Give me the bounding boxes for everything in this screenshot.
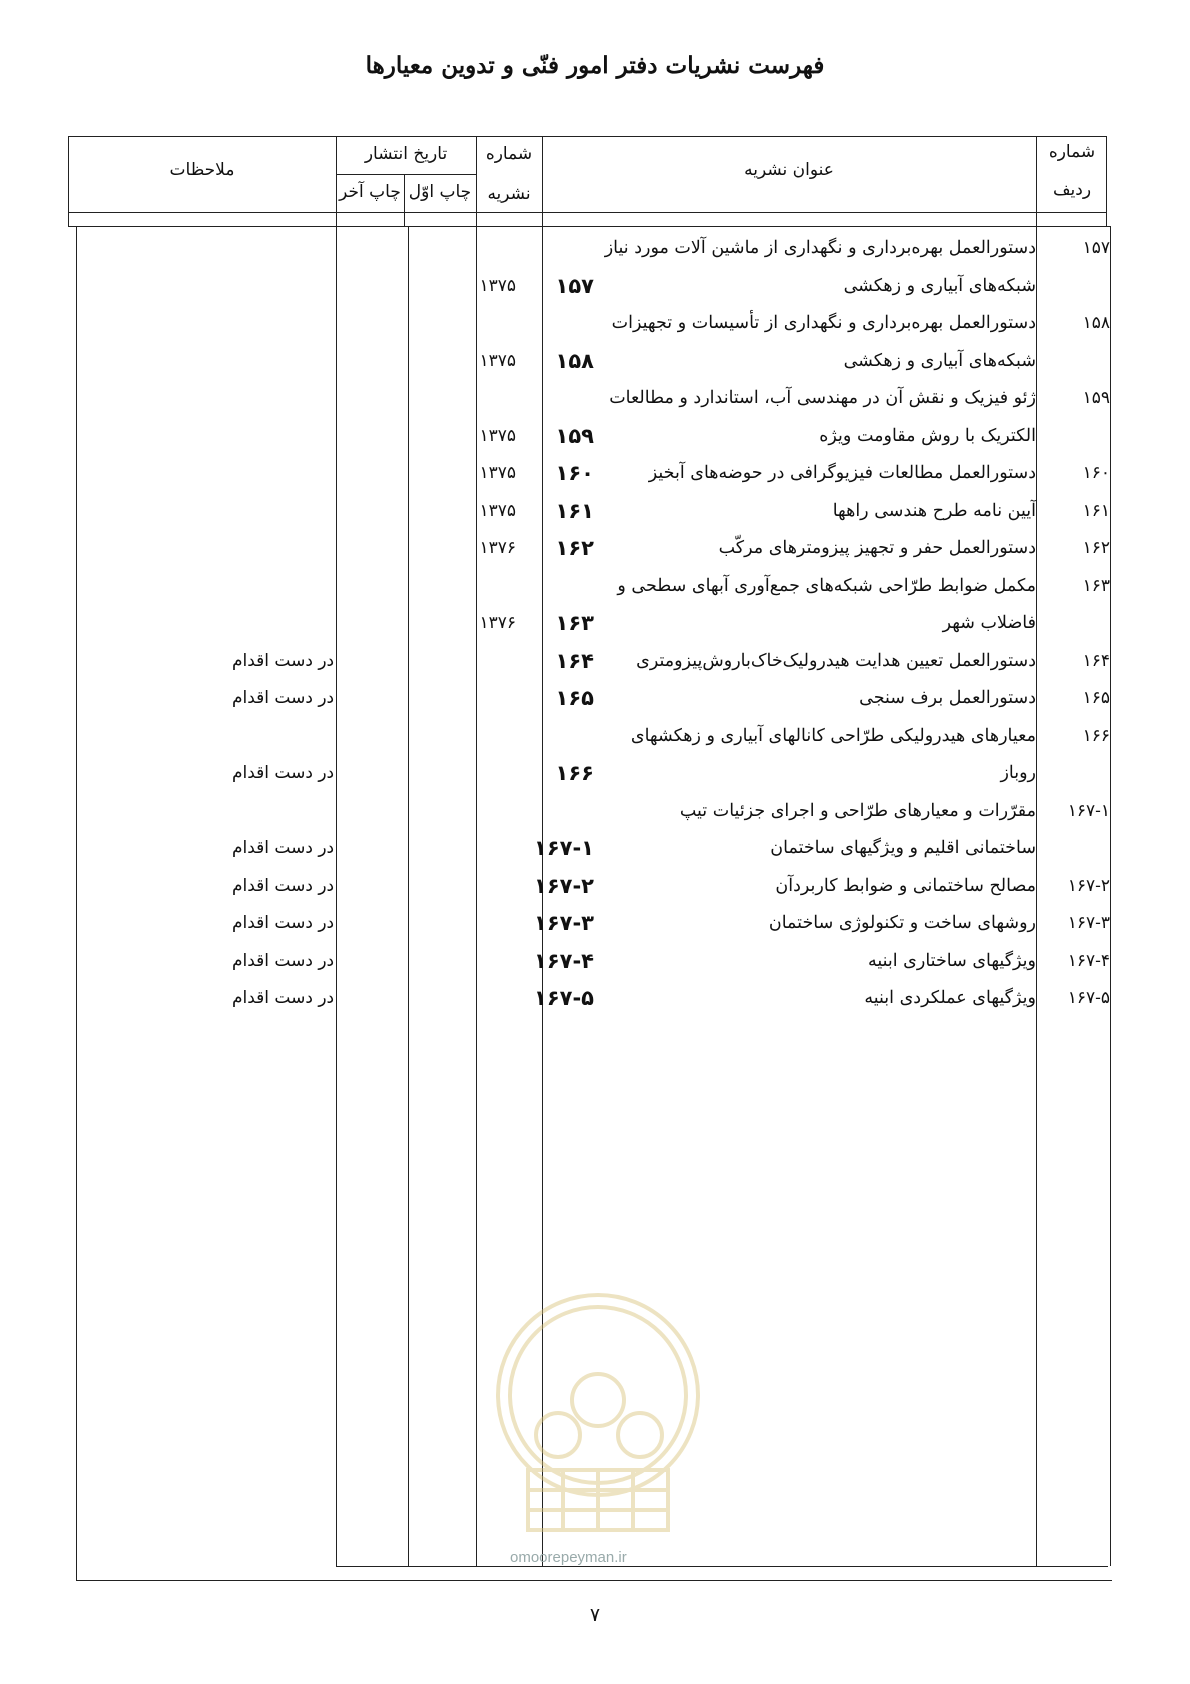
publication-number: ۱۶۶ — [555, 761, 594, 785]
note-status: در دست اقدام — [232, 838, 335, 858]
row-number: ۱۶۷-۱ — [1067, 800, 1110, 821]
table-top-border — [68, 136, 1106, 137]
publication-title-line: دستورالعمل بهره‌برداری و نگهداری از ماشین آلات مورد نیاز — [604, 238, 1036, 258]
publication-number: ۱۶۷-۴ — [534, 948, 594, 973]
publication-title-line: فاضلاب شهر — [942, 613, 1036, 633]
first-print-year: ۱۳۷۵ — [479, 425, 516, 446]
header-col-pubno — [542, 136, 543, 226]
header-row-number-1: شماره — [1048, 142, 1096, 162]
publication-title-line: دستورالعمل بهره‌برداری و نگهداری از تأسیسات و تجهیزات — [611, 313, 1036, 333]
publication-number: ۱۶۲ — [555, 536, 594, 560]
page-title: فهرست نشریات دفتر امور فنّی و تدوین معیارها — [365, 52, 825, 79]
header-notes: ملاحظات — [169, 160, 235, 180]
row-number: ۱۶۴ — [1082, 650, 1110, 671]
first-print-year: ۱۳۷۵ — [479, 350, 516, 371]
publication-title-line: مصالح ساختمانی و ضوابط کاربردآن — [775, 875, 1036, 896]
header-first-print: چاپ اوّل — [408, 182, 472, 202]
row-number: ۱۶۲ — [1082, 538, 1110, 558]
publication-title-line: آیین نامه طرح هندسی راهها — [832, 500, 1036, 521]
first-print-year: ۱۳۷۶ — [479, 613, 516, 633]
header-last-print: چاپ آخر — [339, 182, 401, 202]
page-number: ۷ — [589, 1604, 601, 1626]
publication-title-line: معیارهای هیدرولیکی طرّاحی کانالهای آبیاری و زهکشهای — [630, 725, 1036, 746]
publication-number: ۱۶۳ — [555, 611, 594, 635]
table-header-bottom-border — [68, 212, 1106, 213]
note-status: در دست اقدام — [232, 988, 335, 1008]
body-inner-bottom-line — [336, 1566, 1108, 1567]
note-status: در دست اقدام — [232, 950, 335, 971]
row-number: ۱۶۵ — [1082, 688, 1110, 708]
note-status: در دست اقدام — [232, 650, 335, 671]
publication-title-line: مقرّرات و معیارهای طرّاحی و اجرای جزئیات تیپ — [679, 800, 1036, 821]
publication-title-line: ژئو فیزیک و نقش آن در مهندسی آب، استاندارد و مطالعات — [609, 388, 1036, 408]
header-row-number-2: ردیف — [1052, 180, 1092, 200]
note-status: در دست اقدام — [232, 875, 335, 896]
row-number: ۱۶۳ — [1082, 575, 1110, 596]
publication-title-line: دستورالعمل حفر و تجهیز پیزومترهای مرکّب — [718, 538, 1036, 558]
publication-number: ۱۶۷-۵ — [534, 986, 594, 1010]
header-publication-number-2: نشریه — [487, 184, 531, 204]
body-col-title — [1036, 226, 1037, 1566]
publication-title-line: ساختمانی اقلیم و ویژگیهای ساختمان — [770, 838, 1036, 858]
body-left-border — [76, 226, 77, 1580]
note-status: در دست اقدام — [232, 913, 335, 933]
publication-number: ۱۶۴ — [555, 648, 594, 673]
row-number: ۱۵۹ — [1082, 388, 1110, 408]
first-print-year: ۱۳۷۶ — [479, 538, 516, 558]
first-print-year: ۱۳۷۵ — [479, 275, 516, 296]
publication-title-line: دستورالعمل برف سنجی — [859, 688, 1036, 708]
publication-number: ۱۶۱ — [555, 498, 594, 523]
publication-number: ۱۶۷-۳ — [534, 911, 594, 935]
publication-title-line: دستورالعمل تعیین هدایت هیدرولیک‌خاک‌باروش‌پیزومتری — [636, 650, 1036, 671]
publication-title-line: روباز — [1000, 763, 1036, 783]
first-print-year: ۱۳۷۵ — [479, 500, 516, 521]
publication-number: ۱۶۷-۱ — [534, 836, 594, 860]
publication-title-line: شبکه‌های آبیاری و زهکشی — [843, 350, 1036, 371]
publication-number: ۱۵۷ — [555, 273, 594, 298]
row-number: ۱۶۷-۴ — [1067, 950, 1110, 971]
table-bottom-border — [76, 1580, 1112, 1581]
watermark-logo — [488, 1275, 718, 1545]
row-number: ۱۶۱ — [1082, 500, 1110, 521]
table-body-top-border — [68, 226, 1110, 227]
row-number: ۱۶۷-۳ — [1067, 913, 1110, 933]
publication-title-line: شبکه‌های آبیاری و زهکشی — [843, 275, 1036, 296]
publication-number: ۱۶۰ — [555, 461, 594, 485]
publication-number: ۱۶۷-۲ — [534, 873, 594, 898]
publication-title-line: ویژگیهای ساختاری ابنیه — [867, 950, 1036, 971]
header-publication-date: تاریخ انتشار — [364, 144, 448, 164]
publication-number: ۱۵۸ — [555, 348, 594, 373]
row-number: ۱۶۷-۵ — [1067, 988, 1110, 1008]
date-subheader-line — [336, 174, 476, 175]
watermark-text: omoorepeyman.ir — [510, 1549, 627, 1566]
note-status: در دست اقدام — [232, 688, 335, 708]
publication-title-line: ویژگیهای عملکردی ابنیه — [864, 988, 1036, 1008]
publication-title-line: مکمل ضوابط طرّاحی شبکه‌های جمع‌آوری آبهای سطحی و — [617, 575, 1036, 596]
header-publication-number-1: شماره — [485, 144, 533, 164]
note-status: در دست اقدام — [232, 763, 335, 783]
publication-title-line: روشهای ساخت و تکنولوژی ساختمان — [768, 913, 1036, 933]
header-publication-title: عنوان نشریه — [744, 160, 834, 180]
row-number: ۱۶۷-۲ — [1067, 875, 1110, 896]
body-right-border — [1110, 226, 1111, 1566]
row-number: ۱۶۰ — [1082, 463, 1110, 483]
row-number: ۱۶۶ — [1082, 725, 1110, 746]
publication-title-line: الکتریک با روش مقاومت ویژه — [819, 425, 1036, 446]
publication-title-line: دستورالعمل مطالعات فیزیوگرافی در حوضه‌های آبخیز — [648, 463, 1036, 483]
publication-number: ۱۶۵ — [555, 686, 594, 710]
row-number: ۱۵۷ — [1082, 238, 1110, 258]
header-left-border — [68, 136, 69, 226]
row-number: ۱۵۸ — [1082, 313, 1110, 333]
first-print-year: ۱۳۷۵ — [479, 463, 516, 483]
publication-number: ۱۵۹ — [555, 423, 594, 448]
